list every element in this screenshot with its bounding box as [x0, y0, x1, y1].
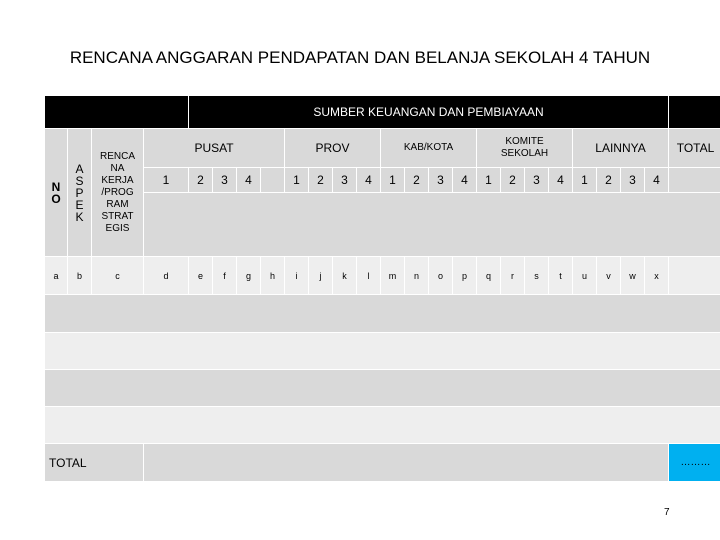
- col-program-header: RENCA NA KERJA /PROG RAM STRAT EGIS: [92, 129, 143, 256]
- group-header-prov: PROV: [285, 129, 380, 167]
- group-header-komite-sekolah: KOMITE SEKOLAH: [477, 129, 572, 167]
- source-header: SUMBER KEUANGAN DAN PEMBIAYAAN: [189, 96, 668, 128]
- year-total-blank: [669, 168, 720, 192]
- year-pusat-2: 2: [189, 168, 212, 192]
- code-b: b: [68, 257, 91, 294]
- total-row-label: TOTAL: [45, 444, 143, 481]
- year-pusat-1: 1: [144, 168, 188, 192]
- code-i: i: [285, 257, 308, 294]
- year-kab-4: 4: [453, 168, 476, 192]
- year-prov-1: 1: [285, 168, 308, 192]
- group-header-kab-kota: KAB/KOTA: [381, 129, 476, 167]
- code-w: w: [621, 257, 644, 294]
- year-pusat-gap: [261, 168, 284, 192]
- code-n: n: [405, 257, 428, 294]
- year-lainnya-1: 1: [573, 168, 596, 192]
- page-title: RENCANA ANGGARAN PENDAPATAN DAN BELANJA SEKOLAH 4 TAHUN: [69, 48, 651, 67]
- budget-table: [45, 96, 720, 481]
- code-t: t: [549, 257, 572, 294]
- code-blank: [669, 257, 720, 294]
- year-komite-4: 4: [549, 168, 572, 192]
- group-header-pusat: PUSAT: [144, 129, 284, 167]
- code-g: g: [237, 257, 260, 294]
- code-l: l: [357, 257, 380, 294]
- year-prov-2: 2: [309, 168, 332, 192]
- total-header: TOTAL: [669, 129, 720, 167]
- code-k: k: [333, 257, 356, 294]
- group-header-lainnya: LAINNYA: [573, 129, 668, 167]
- year-lainnya-2: 2: [597, 168, 620, 192]
- year-pusat-3: 3: [213, 168, 236, 192]
- year-lainnya-4: 4: [645, 168, 668, 192]
- code-p: p: [453, 257, 476, 294]
- year-lainnya-3: 3: [621, 168, 644, 192]
- table-row: [45, 295, 720, 332]
- col-aspek-header: A S P E K: [68, 129, 91, 256]
- table-row: [45, 370, 720, 406]
- year-komite-3: 3: [525, 168, 548, 192]
- code-m: m: [381, 257, 404, 294]
- year-pusat-4: 4: [237, 168, 260, 192]
- code-o: o: [429, 257, 452, 294]
- total-row-filler: [144, 444, 668, 481]
- year-prov-4: 4: [357, 168, 380, 192]
- code-c: c: [92, 257, 143, 294]
- code-x: x: [645, 257, 668, 294]
- code-s: s: [525, 257, 548, 294]
- year-komite-2: 2: [501, 168, 524, 192]
- code-e: e: [189, 257, 212, 294]
- code-r: r: [501, 257, 524, 294]
- code-h: h: [261, 257, 284, 294]
- code-f: f: [213, 257, 236, 294]
- code-j: j: [309, 257, 332, 294]
- year-kab-2: 2: [405, 168, 428, 192]
- code-u: u: [573, 257, 596, 294]
- code-q: q: [477, 257, 500, 294]
- year-prov-3: 3: [333, 168, 356, 192]
- table-row: [45, 407, 720, 443]
- year-kab-3: 3: [429, 168, 452, 192]
- year-komite-1: 1: [477, 168, 500, 192]
- header-filler-row: [144, 193, 720, 256]
- code-v: v: [597, 257, 620, 294]
- total-value: ………: [669, 444, 720, 481]
- table-row: [45, 333, 720, 369]
- code-d: d: [144, 257, 188, 294]
- header-blank-left: [45, 96, 188, 128]
- col-no-header: N O: [45, 129, 67, 256]
- page-number: 7: [664, 507, 670, 518]
- header-blank-right: [669, 96, 720, 128]
- year-kab-1: 1: [381, 168, 404, 192]
- code-a: a: [45, 257, 67, 294]
